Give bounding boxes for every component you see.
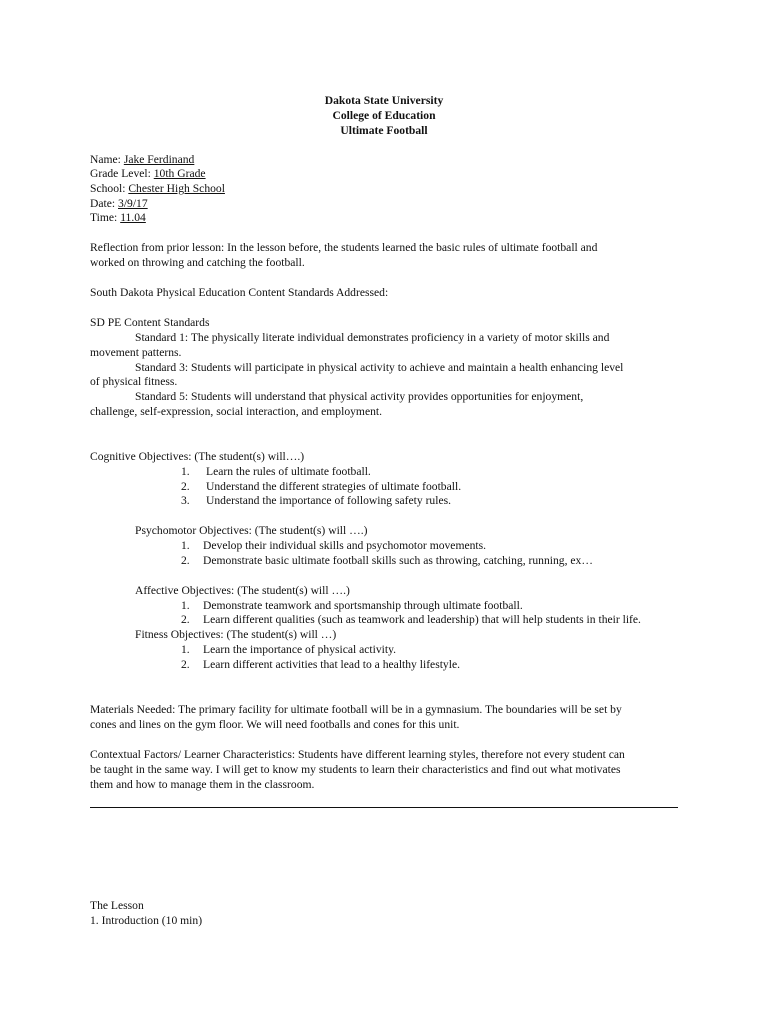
contextual-line-2: be taught in the same way. I will get to know my students to learn their characteristics and find out what motivates [90, 763, 621, 776]
affective-heading: Affective Objectives: (The student(s) will ….) [135, 584, 350, 597]
list-item: 1. Learn the rules of ultimate football. [181, 465, 371, 478]
materials-line-2: cones and lines on the gym floor. We will need footballs and cones for this unit. [90, 718, 460, 731]
standard-3-line-1: Standard 3: Students will participate in physical activity to achieve and maintain a health enhancing level [135, 361, 624, 374]
fitness-heading: Fitness Objectives: (The student(s) will …) [135, 628, 337, 641]
name-value: Jake Ferdinand [123, 153, 195, 166]
date-row: Date: 3/9/17 [90, 197, 148, 210]
reflection-line-2: worked on throwing and catching the football. [90, 256, 305, 269]
list-item: 1. Develop their individual skills and psychomotor movements. [181, 539, 487, 552]
lesson-title: Ultimate Football [340, 124, 428, 137]
list-item: 3. Understand the importance of following safety rules. [181, 494, 452, 507]
materials-line-1: Materials Needed: The primary facility for ultimate football will be in a gymnasium. The boundaries will be set by [90, 703, 622, 716]
cognitive-heading: Cognitive Objectives: (The student(s) will….) [90, 450, 305, 463]
psychomotor-heading: Psychomotor Objectives: (The student(s) will ….) [135, 524, 368, 537]
date-value: 3/9/17 [118, 197, 148, 210]
section-divider [90, 807, 678, 808]
university-title: Dakota State University [324, 94, 444, 107]
list-item: 2. Understand the different strategies of ultimate football. [181, 480, 462, 493]
school-row: School: Chester High School [90, 182, 225, 195]
list-item: 2. Learn different qualities (such as teamwork and leadership) that will help students in their life. [181, 613, 641, 626]
list-item: 1. Learn the importance of physical activity. [181, 643, 397, 656]
college-title: College of Education [332, 109, 436, 122]
standard-5-line-1: Standard 5: Students will understand that physical activity provides opportunities for enjoyment, [135, 390, 584, 403]
reflection-line-1: Reflection from prior lesson: In the lesson before, the students learned the basic rules of ultimate football and [90, 241, 598, 254]
standard-1-line-1: Standard 1: The physically literate individual demonstrates proficiency in a variety of motor skills and [135, 331, 610, 344]
list-item: 1. Demonstrate teamwork and sportsmanship through ultimate football. [181, 599, 523, 612]
time-row: Time: 11.04 [90, 211, 146, 224]
list-item: 2. Demonstrate basic ultimate football skills such as throwing, catching, running, ex… [181, 554, 593, 567]
lesson-heading: The Lesson [90, 899, 144, 912]
grade-row: Grade Level: 10th Grade [90, 167, 206, 180]
lesson-item-1: 1. Introduction (10 min) [90, 914, 203, 927]
standards-heading: SD PE Content Standards [90, 316, 210, 329]
list-item: 2. Learn different activities that lead to a healthy lifestyle. [181, 658, 460, 671]
time-value: 11.04 [120, 211, 146, 224]
name-row: Name: Jake Ferdinand [90, 153, 195, 166]
standard-3-line-2: of physical fitness. [90, 375, 178, 388]
standard-1-line-2: movement patterns. [90, 346, 182, 359]
school-value: Chester High School [128, 182, 225, 195]
contextual-line-3: them and how to manage them in the classroom. [90, 778, 315, 791]
grade-value: 10th Grade [153, 167, 206, 180]
standard-5-line-2: challenge, self-expression, social interaction, and employment. [90, 405, 383, 418]
standards-intro: South Dakota Physical Education Content Standards Addressed: [90, 286, 389, 299]
contextual-line-1: Contextual Factors/ Learner Characteristics: Students have different learning styles, therefore not every student can [90, 748, 625, 761]
